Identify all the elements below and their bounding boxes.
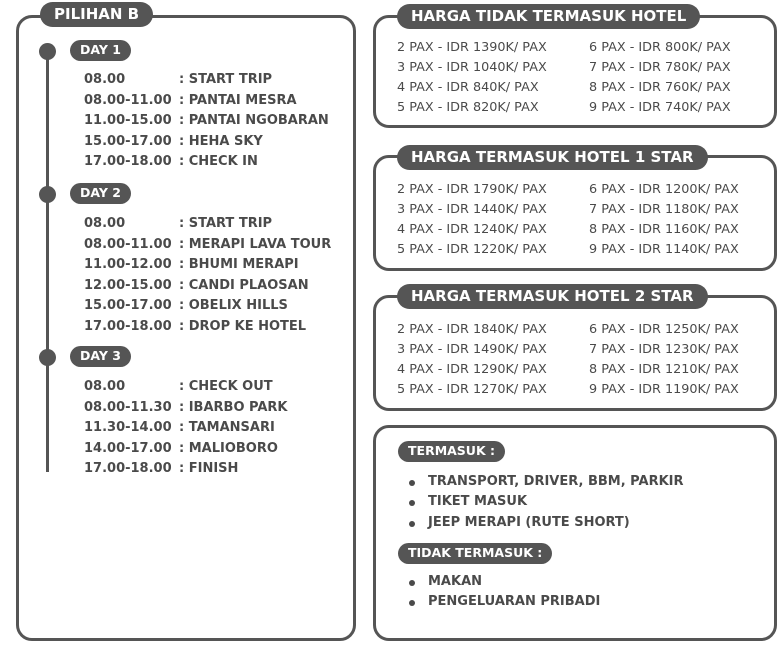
day-1-schedule [84,70,329,173]
schedule-row: 15.00-17.00 : OBELIX HILLS [84,298,288,314]
price-item: 6 PAX - IDR 1200K/ PAX [589,182,739,197]
schedule-row: 08.00 : START TRIP [84,72,273,87]
schedule-row: 11.30-14.00 : TAMANSARI [84,420,275,436]
price-item: 3 PAX - IDR 1040K/ PAX [397,60,547,75]
itinerary-title: PILIHAN B [40,2,153,27]
schedule-row: 17.00-18.00 : FINISH [84,461,239,477]
price-title-no-hotel: HARGA TIDAK TERMASUK HOTEL [397,4,700,29]
price-item: 7 PAX - IDR 780K/ PAX [589,60,731,75]
schedule-row: 08.00-11.30 : IBARBO PARK [84,399,288,415]
schedule-row: 08.00 : CHECK OUT [84,379,273,394]
day-3-schedule [84,377,288,480]
price-item: 8 PAX - IDR 760K/ PAX [589,80,731,95]
schedule-row: 08.00-11.00 : MERAPI LAVA TOUR [84,236,332,252]
schedule-row: 08.00 : START TRIP [84,216,273,231]
schedule-row: 12.00-15.00 : CANDI PLAOSAN [84,277,309,293]
day-2-schedule [84,214,331,338]
price-item: 9 PAX - IDR 740K/ PAX [589,100,731,115]
day-1-label: DAY 1 [70,40,131,61]
price-item: 6 PAX - IDR 1250K/ PAX [589,322,739,337]
price-item: 3 PAX - IDR 1440K/ PAX [397,202,547,217]
schedule-row: 17.00-18.00 : DROP KE HOTEL [84,318,307,334]
timeline-dot-day-2 [39,186,56,203]
list-item: PENGELUARAN PRIBADI [408,592,600,612]
price-item: 4 PAX - IDR 1290K/ PAX [397,362,547,377]
includes-title: TERMASUK : [398,441,505,462]
schedule-row: 11.00-15.00 : PANTAI NGOBARAN [84,113,329,129]
price-item: 7 PAX - IDR 1180K/ PAX [589,202,739,217]
list-item: TIKET MASUK [408,492,684,512]
price-item: 5 PAX - IDR 1270K/ PAX [397,382,547,397]
schedule-row: 17.00-18.00 : CHECK IN [84,154,258,170]
price-title-hotel-2-star: HARGA TERMASUK HOTEL 2 STAR [397,284,708,309]
price-item: 2 PAX - IDR 1790K/ PAX [397,182,547,197]
timeline-dot-day-3 [39,349,56,366]
schedule-row: 11.00-12.00 : BHUMI MERAPI [84,257,299,273]
excludes-list [408,572,600,613]
price-item: 2 PAX - IDR 1840K/ PAX [397,322,547,337]
price-item: 9 PAX - IDR 1190K/ PAX [589,382,739,397]
timeline-dot-day-1 [39,43,56,60]
schedule-row: 15.00-17.00 : HEHA SKY [84,133,263,149]
price-list-no-hotel [397,38,781,118]
price-item: 3 PAX - IDR 1490K/ PAX [397,342,547,357]
price-item: 8 PAX - IDR 1210K/ PAX [589,362,739,377]
price-item: 9 PAX - IDR 1140K/ PAX [589,242,739,257]
includes-list [408,472,684,533]
price-item: 5 PAX - IDR 820K/ PAX [397,100,539,115]
list-item: MAKAN [408,572,600,592]
day-2-label: DAY 2 [70,183,131,204]
price-title-hotel-1-star: HARGA TERMASUK HOTEL 1 STAR [397,145,708,170]
list-item: JEEP MERAPI (RUTE SHORT) [408,513,684,533]
schedule-row: 08.00-11.00 : PANTAI MESRA [84,92,297,108]
list-item: TRANSPORT, DRIVER, BBM, PARKIR [408,472,684,492]
day-3-label: DAY 3 [70,346,131,367]
price-list-hotel-1-star [397,180,781,260]
price-item: 4 PAX - IDR 1240K/ PAX [397,222,547,237]
schedule-row: 14.00-17.00 : MALIOBORO [84,440,278,456]
price-list-hotel-2-star [397,320,781,400]
price-item: 6 PAX - IDR 800K/ PAX [589,40,731,55]
price-item: 8 PAX - IDR 1160K/ PAX [589,222,739,237]
price-item: 5 PAX - IDR 1220K/ PAX [397,242,547,257]
price-item: 2 PAX - IDR 1390K/ PAX [397,40,547,55]
price-item: 7 PAX - IDR 1230K/ PAX [589,342,739,357]
excludes-title: TIDAK TERMASUK : [398,543,552,564]
timeline-line [46,48,49,472]
price-item: 4 PAX - IDR 840K/ PAX [397,80,539,95]
